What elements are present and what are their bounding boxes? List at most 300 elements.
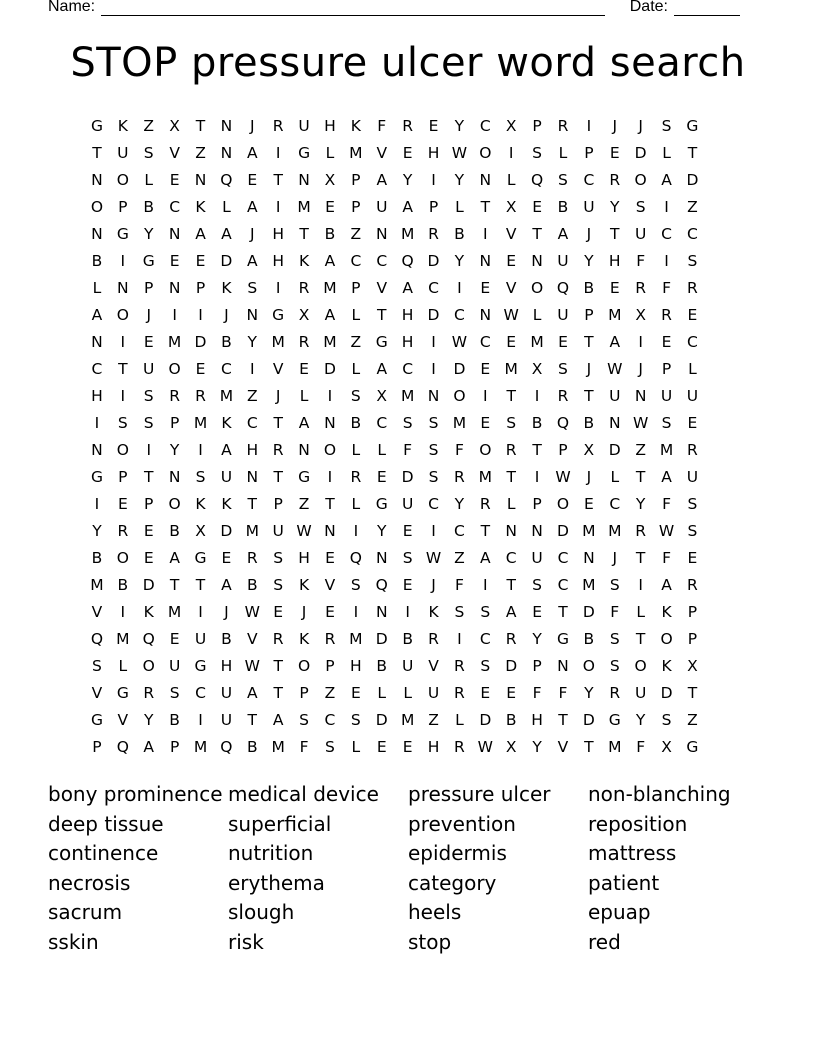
- grid-letter: V: [246, 629, 258, 648]
- grid-letter: P: [273, 494, 283, 513]
- grid-letter: M: [504, 359, 518, 378]
- grid-letter: E: [506, 683, 517, 702]
- grid-letter: U: [272, 521, 284, 540]
- grid-letter: J: [638, 359, 643, 378]
- grid-letter: Z: [454, 548, 465, 567]
- grid-letter: C: [246, 413, 258, 432]
- grid-letter: S: [143, 143, 154, 162]
- grid-letter: E: [221, 548, 232, 567]
- grid-letter: I: [327, 386, 333, 405]
- grid-letter: L: [636, 602, 645, 621]
- grid-row: [84, 382, 732, 409]
- grid-letter: G: [194, 656, 207, 675]
- grid-letter: N: [557, 656, 569, 675]
- grid-letter: R: [635, 521, 647, 540]
- grid-letter: L: [222, 197, 231, 216]
- grid-letter: P: [92, 737, 102, 756]
- grid-letter: N: [246, 305, 259, 324]
- grid-letter: R: [402, 116, 414, 135]
- grid-letter: M: [400, 386, 415, 405]
- grid-letter: O: [116, 305, 129, 324]
- word-list-item: patient: [588, 870, 660, 895]
- grid-letter: M: [400, 224, 415, 243]
- grid-letter: R: [687, 278, 698, 297]
- grid-letter: D: [479, 710, 492, 729]
- grid-letter: M: [193, 737, 208, 756]
- grid-letter: A: [480, 548, 491, 567]
- grid-letter: Z: [687, 710, 698, 729]
- grid-letter: R: [298, 332, 310, 351]
- word-list-item: slough: [228, 900, 295, 925]
- grid-letter: S: [609, 575, 620, 594]
- grid-letter: E: [350, 683, 361, 702]
- grid-letter: C: [687, 224, 698, 243]
- grid-letter: A: [324, 251, 336, 270]
- grid-letter: N: [427, 386, 440, 405]
- grid-letter: J: [250, 116, 255, 135]
- grid-letter: A: [91, 305, 103, 324]
- grid-letter: F: [636, 737, 646, 756]
- grid-letter: S: [169, 683, 180, 702]
- grid-letter: R: [557, 116, 569, 135]
- grid-letter: G: [90, 116, 103, 135]
- grid-letter: J: [586, 467, 592, 486]
- grid-letter: E: [195, 359, 206, 378]
- grid-letter: G: [375, 332, 388, 351]
- grid-letter: S: [558, 359, 568, 378]
- grid-letter: S: [454, 602, 465, 621]
- grid-letter: I: [120, 251, 126, 270]
- grid-letter: U: [143, 359, 155, 378]
- grid-letter: A: [143, 737, 155, 756]
- grid-letter: M: [245, 521, 259, 540]
- grid-letter: W: [555, 467, 571, 486]
- grid-letter: V: [376, 278, 388, 297]
- grid-letter: B: [221, 332, 232, 351]
- grid-letter: W: [658, 521, 675, 540]
- grid-letter: F: [610, 602, 620, 621]
- grid-letter: J: [224, 602, 229, 621]
- word-list-item: superficial: [228, 811, 332, 836]
- grid-letter: S: [350, 386, 361, 405]
- grid-letter: T: [687, 683, 698, 702]
- grid-letter: R: [454, 737, 465, 756]
- grid-letter: W: [477, 737, 493, 756]
- grid-letter: X: [169, 116, 180, 135]
- grid-row: [84, 274, 732, 301]
- grid-letter: T: [325, 494, 335, 513]
- grid-letter: L: [662, 143, 671, 162]
- grid-letter: S: [506, 413, 517, 432]
- grid-letter: S: [143, 386, 154, 405]
- grid-letter: E: [480, 278, 491, 297]
- grid-letter: E: [506, 251, 517, 270]
- grid-letter: I: [120, 602, 126, 621]
- grid-row: [84, 598, 732, 625]
- grid-letter: I: [457, 278, 462, 297]
- grid-letter: T: [635, 548, 646, 567]
- grid-letter: B: [531, 413, 543, 432]
- grid-letter: N: [220, 116, 233, 135]
- grid-letter: B: [169, 710, 180, 729]
- grid-letter: W: [451, 143, 468, 162]
- grid-letter: N: [168, 224, 181, 243]
- grid-letter: T: [273, 467, 283, 486]
- grid-letter: A: [195, 224, 206, 243]
- grid-letter: P: [118, 197, 128, 216]
- grid-letter: T: [584, 332, 594, 351]
- grid-letter: E: [247, 170, 258, 189]
- grid-letter: U: [634, 683, 647, 702]
- grid-letter: E: [687, 413, 698, 432]
- grid-letter: N: [479, 251, 492, 270]
- grid-letter: I: [94, 413, 100, 432]
- grid-letter: A: [246, 683, 258, 702]
- grid-letter: G: [298, 143, 311, 162]
- grid-letter: B: [583, 629, 595, 648]
- grid-letter: L: [325, 143, 335, 162]
- grid-letter: R: [505, 629, 517, 648]
- grid-letter: N: [91, 332, 103, 351]
- grid-letter: C: [428, 494, 439, 513]
- grid-letter: D: [608, 440, 621, 459]
- grid-letter: I: [457, 629, 462, 648]
- grid-letter: U: [609, 386, 621, 405]
- grid-letter: B: [221, 629, 232, 648]
- grid-row: [84, 706, 732, 733]
- grid-letter: B: [350, 413, 362, 432]
- grid-letter: K: [661, 602, 672, 621]
- grid-letter: Q: [556, 413, 570, 432]
- grid-letter: N: [634, 386, 647, 405]
- grid-row: [84, 355, 732, 382]
- grid-letter: L: [299, 386, 309, 405]
- grid-letter: C: [609, 494, 621, 513]
- grid-letter: A: [661, 467, 672, 486]
- grid-letter: L: [532, 305, 542, 324]
- grid-letter: F: [558, 683, 568, 702]
- letter-grid: [84, 112, 732, 760]
- grid-letter: Y: [532, 737, 542, 756]
- grid-letter: U: [427, 683, 440, 702]
- grid-letter: L: [377, 440, 387, 459]
- grid-letter: P: [144, 494, 154, 513]
- grid-letter: J: [250, 224, 255, 243]
- grid-letter: O: [116, 440, 129, 459]
- grid-letter: S: [247, 278, 258, 297]
- grid-letter: J: [431, 575, 436, 594]
- word-list-item: heels: [408, 900, 462, 925]
- grid-letter: R: [635, 278, 647, 297]
- grid-letter: M: [478, 467, 492, 486]
- grid-letter: P: [144, 278, 154, 297]
- grid-letter: R: [609, 683, 621, 702]
- grid-letter: W: [244, 602, 260, 621]
- grid-letter: N: [375, 224, 388, 243]
- grid-letter: T: [532, 440, 542, 459]
- grid-letter: W: [607, 359, 623, 378]
- grid-letter: N: [168, 467, 181, 486]
- grid-letter: M: [271, 737, 285, 756]
- grid-letter: H: [350, 656, 362, 675]
- grid-letter: M: [349, 143, 363, 162]
- grid-letter: I: [431, 521, 436, 540]
- grid-letter: T: [480, 521, 491, 540]
- grid-row: [84, 301, 732, 328]
- grid-letter: G: [608, 710, 621, 729]
- grid-letter: T: [273, 170, 283, 189]
- grid-letter: O: [479, 440, 492, 459]
- grid-letter: C: [195, 683, 206, 702]
- grid-letter: N: [531, 251, 543, 270]
- grid-letter: M: [608, 521, 622, 540]
- grid-letter: H: [220, 656, 233, 675]
- grid-letter: A: [169, 548, 180, 567]
- grid-letter: N: [91, 224, 103, 243]
- grid-letter: S: [687, 494, 698, 513]
- grid-letter: I: [534, 467, 540, 486]
- grid-letter: A: [221, 440, 232, 459]
- grid-letter: F: [636, 251, 646, 270]
- grid-letter: M: [297, 197, 311, 216]
- grid-letter: A: [221, 575, 232, 594]
- grid-letter: E: [583, 494, 594, 513]
- grid-letter: E: [299, 359, 309, 378]
- grid-letter: U: [557, 251, 569, 270]
- grid-letter: G: [375, 494, 388, 513]
- grid-letter: I: [431, 359, 436, 378]
- grid-letter: K: [298, 629, 310, 648]
- grid-letter: U: [686, 386, 699, 405]
- grid-letter: Y: [584, 683, 594, 702]
- grid-letter: D: [686, 170, 699, 189]
- grid-letter: Y: [610, 197, 620, 216]
- grid-letter: H: [91, 386, 103, 405]
- grid-letter: I: [327, 467, 333, 486]
- grid-letter: Z: [635, 440, 646, 459]
- name-label: Name:: [48, 0, 96, 15]
- grid-letter: J: [586, 359, 592, 378]
- grid-letter: R: [428, 629, 439, 648]
- grid-letter: E: [480, 359, 491, 378]
- grid-letter: M: [167, 602, 182, 621]
- grid-letter: W: [503, 305, 519, 324]
- grid-letter: R: [557, 386, 569, 405]
- grid-letter: C: [454, 305, 465, 324]
- grid-letter: S: [273, 575, 284, 594]
- grid-letter: B: [583, 278, 595, 297]
- grid-letter: N: [583, 548, 595, 567]
- grid-letter: C: [557, 548, 569, 567]
- grid-letter: D: [375, 629, 388, 648]
- grid-letter: N: [324, 413, 336, 432]
- grid-letter: A: [272, 710, 284, 729]
- grid-letter: E: [506, 332, 517, 351]
- grid-letter: N: [168, 278, 181, 297]
- grid-letter: Z: [350, 332, 362, 351]
- grid-letter: U: [634, 224, 647, 243]
- grid-letter: E: [609, 143, 620, 162]
- grid-letter: S: [558, 170, 568, 189]
- grid-letter: T: [195, 575, 206, 594]
- grid-letter: D: [505, 656, 518, 675]
- grid-letter: Q: [349, 548, 362, 567]
- grid-letter: I: [353, 602, 359, 621]
- grid-letter: B: [557, 197, 569, 216]
- grid-letter: O: [453, 386, 466, 405]
- grid-letter: D: [582, 710, 595, 729]
- grid-row: [84, 490, 732, 517]
- grid-letter: O: [168, 494, 181, 513]
- grid-letter: J: [224, 305, 229, 324]
- word-list-item: category: [408, 870, 497, 895]
- word-list-item: sacrum: [48, 900, 123, 925]
- grid-letter: M: [271, 332, 285, 351]
- grid-letter: P: [195, 278, 206, 297]
- grid-letter: S: [687, 251, 698, 270]
- grid-letter: V: [324, 575, 336, 594]
- word-list-item: mattress: [588, 841, 677, 866]
- grid-letter: E: [143, 521, 154, 540]
- grid-letter: C: [350, 251, 362, 270]
- grid-letter: E: [195, 251, 206, 270]
- grid-letter: I: [250, 359, 255, 378]
- grid-letter: B: [143, 197, 155, 216]
- grid-letter: F: [532, 683, 542, 702]
- grid-letter: K: [221, 413, 232, 432]
- grid-letter: Y: [635, 710, 646, 729]
- grid-letter: M: [582, 521, 596, 540]
- grid-letter: J: [638, 116, 643, 135]
- grid-letter: P: [351, 278, 361, 297]
- word-list-item: red: [588, 929, 621, 954]
- grid-letter: L: [144, 170, 154, 189]
- grid-letter: V: [428, 656, 439, 675]
- grid-letter: Y: [377, 521, 387, 540]
- grid-letter: E: [532, 197, 542, 216]
- grid-letter: R: [479, 494, 491, 513]
- grid-letter: P: [584, 143, 594, 162]
- grid-letter: I: [275, 278, 281, 297]
- grid-letter: B: [91, 548, 103, 567]
- grid-letter: Z: [428, 710, 439, 729]
- grid-letter: L: [351, 440, 361, 459]
- grid-letter: W: [425, 548, 442, 567]
- grid-letter: S: [609, 629, 620, 648]
- grid-row: [84, 517, 732, 544]
- grid-letter: T: [273, 683, 283, 702]
- grid-letter: I: [94, 494, 100, 513]
- grid-letter: S: [687, 521, 698, 540]
- grid-letter: I: [198, 710, 203, 729]
- grid-letter: I: [638, 575, 643, 594]
- grid-letter: S: [92, 656, 102, 675]
- grid-letter: T: [377, 305, 387, 324]
- grid-letter: T: [247, 494, 258, 513]
- grid-letter: S: [350, 710, 361, 729]
- grid-letter: O: [634, 656, 647, 675]
- grid-letter: G: [90, 710, 103, 729]
- grid-letter: B: [91, 251, 103, 270]
- grid-letter: M: [582, 575, 596, 594]
- grid-letter: E: [402, 575, 413, 594]
- grid-letter: T: [610, 224, 620, 243]
- grid-letter: A: [402, 197, 413, 216]
- grid-letter: L: [403, 683, 412, 702]
- grid-letter: A: [557, 224, 569, 243]
- grid-letter: E: [273, 602, 284, 621]
- grid-letter: I: [120, 332, 126, 351]
- grid-letter: O: [116, 170, 129, 189]
- grid-letter: K: [195, 494, 206, 513]
- grid-letter: C: [376, 251, 388, 270]
- grid-letter: K: [143, 602, 154, 621]
- grid-letter: G: [556, 629, 569, 648]
- grid-letter: C: [505, 548, 517, 567]
- grid-letter: S: [195, 467, 206, 486]
- grid-letter: G: [686, 116, 699, 135]
- grid-letter: M: [167, 332, 182, 351]
- grid-letter: E: [325, 197, 335, 216]
- grid-letter: X: [635, 305, 646, 324]
- grid-letter: B: [324, 224, 336, 243]
- grid-letter: I: [120, 386, 126, 405]
- grid-letter: Q: [556, 278, 570, 297]
- grid-letter: B: [169, 521, 180, 540]
- grid-letter: P: [299, 683, 309, 702]
- grid-letter: T: [635, 467, 646, 486]
- grid-letter: T: [558, 602, 568, 621]
- grid-row: [84, 733, 732, 760]
- grid-letter: U: [401, 656, 414, 675]
- grid-letter: C: [220, 359, 232, 378]
- grid-letter: N: [194, 170, 207, 189]
- grid-letter: N: [531, 521, 543, 540]
- grid-letter: O: [168, 359, 181, 378]
- word-list-item: necrosis: [48, 870, 131, 895]
- grid-row: [84, 463, 732, 490]
- grid-letter: O: [116, 548, 129, 567]
- grid-letter: D: [660, 683, 673, 702]
- grid-letter: D: [220, 251, 233, 270]
- grid-letter: M: [193, 413, 208, 432]
- grid-letter: N: [246, 467, 259, 486]
- grid-letter: D: [220, 521, 233, 540]
- grid-letter: A: [221, 224, 232, 243]
- grid-letter: H: [272, 251, 284, 270]
- grid-letter: Z: [350, 224, 362, 243]
- grid-letter: S: [661, 116, 672, 135]
- grid-letter: D: [375, 710, 388, 729]
- grid-letter: A: [246, 197, 258, 216]
- grid-letter: B: [117, 575, 129, 594]
- grid-letter: Z: [324, 683, 336, 702]
- grid-letter: C: [324, 710, 336, 729]
- grid-letter: E: [169, 629, 180, 648]
- grid-letter: J: [612, 548, 618, 567]
- grid-letter: E: [143, 332, 154, 351]
- grid-letter: T: [118, 359, 128, 378]
- grid-letter: S: [480, 656, 491, 675]
- grid-letter: Q: [375, 575, 388, 594]
- grid-letter: R: [195, 386, 206, 405]
- grid-letter: R: [609, 170, 621, 189]
- grid-letter: I: [586, 116, 592, 135]
- grid-letter: E: [661, 332, 672, 351]
- grid-letter: R: [687, 575, 698, 594]
- grid-letter: E: [117, 494, 128, 513]
- grid-letter: P: [169, 737, 180, 756]
